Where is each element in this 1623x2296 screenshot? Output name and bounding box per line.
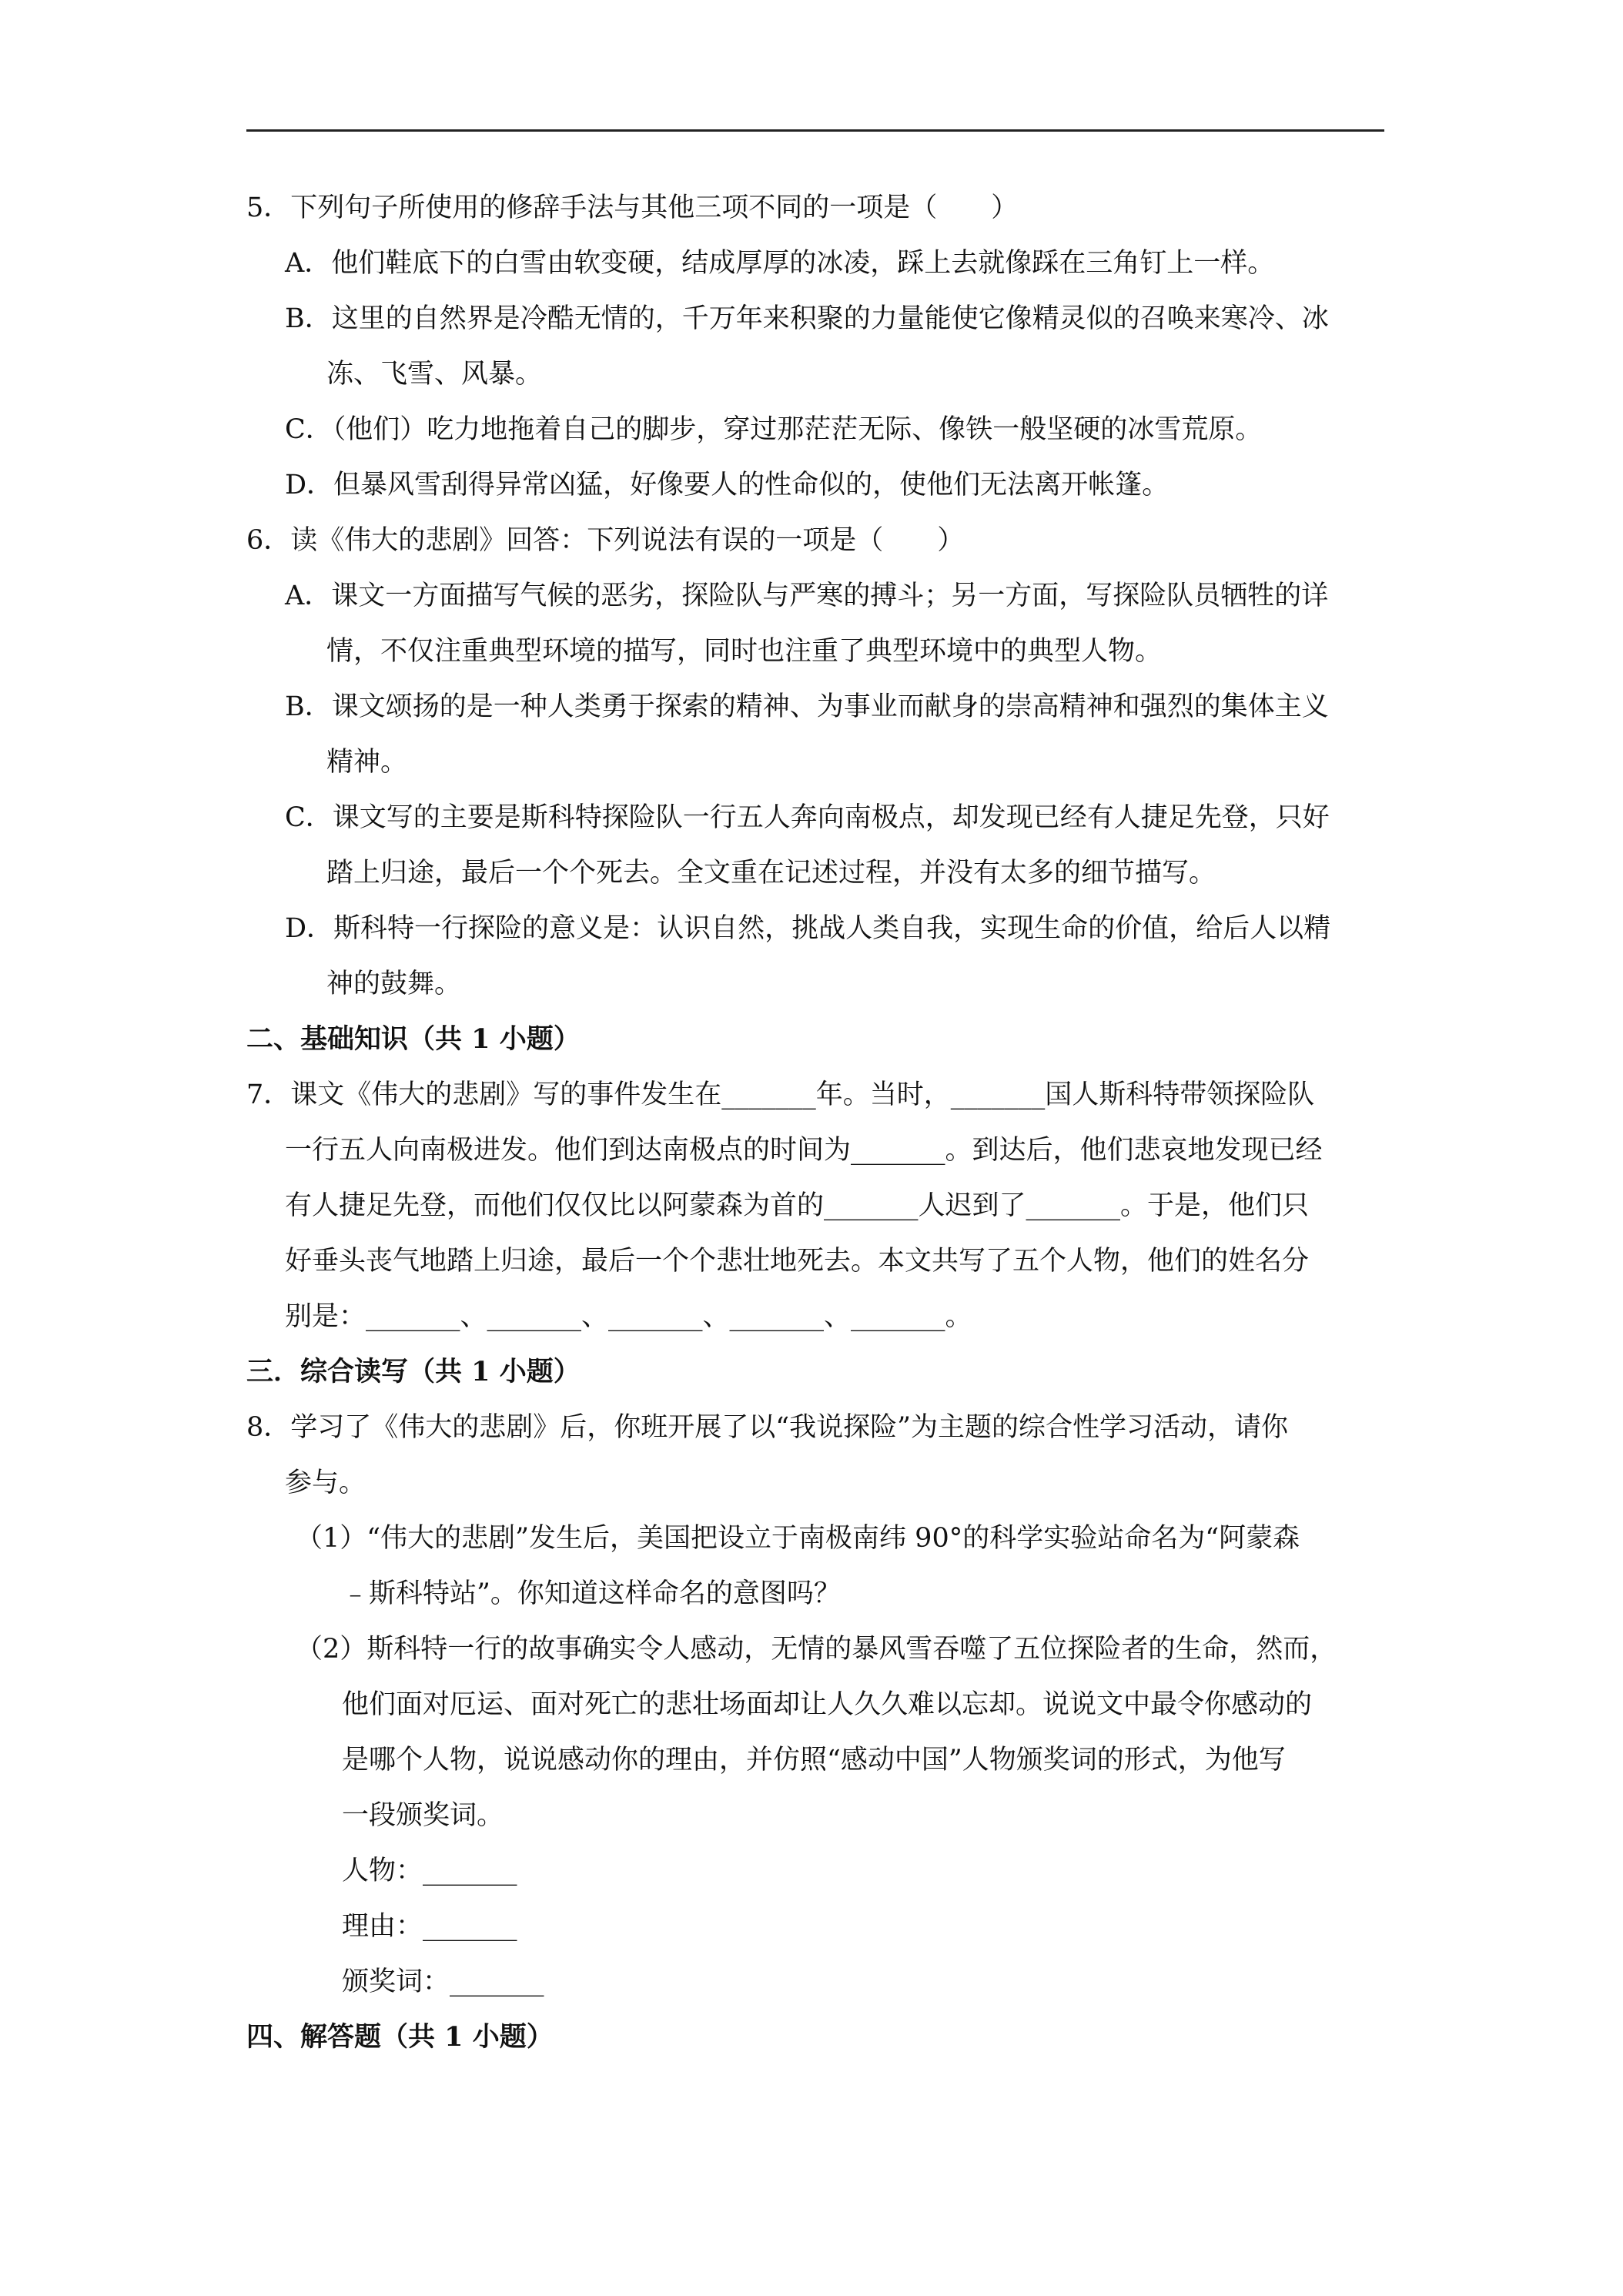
question-8-sub-2-cont-2: 是哪个人物，说说感动你的理由，并仿照“感动中国”人物颁奖词的形式，为他写 bbox=[342, 1745, 1286, 1776]
question-5-option-a: A．他们鞋底下的白雪由软变硬，结成厚厚的冰凌，踩上去就像踩在三角钉上一样。 bbox=[285, 248, 1275, 279]
question-6-option-a-cont: 情，不仅注重典型环境的描写，同时也注重了典型环境中的典型人物。 bbox=[326, 636, 1163, 667]
question-8-sub-2-cont-1: 他们面对厄运、面对死亡的悲壮场面却让人久久难以忘却。说说文中最令你感动的 bbox=[342, 1689, 1313, 1720]
question-8-fill-person: 人物：_______ bbox=[342, 1856, 517, 1886]
question-7-cont-4: 别是：_______、_______、_______、_______、_______。 bbox=[285, 1301, 972, 1332]
question-6-option-b-cont: 精神。 bbox=[326, 747, 408, 778]
exam-page-content bbox=[246, 192, 1384, 2053]
question-8-sub-2: （2）斯科特一行的故事确实令人感动，无情的暴风雪吞噬了五位探险者的生命，然而， bbox=[296, 1634, 1337, 1665]
question-5-option-b: B．这里的自然界是冷酷无情的，千万年来积聚的力量能使它像精灵似的召唤来寒冷、冰 bbox=[285, 303, 1329, 334]
section-heading-4: 四、解答题（共 1 小题） bbox=[246, 2021, 554, 2053]
question-8-fill-reason: 理由：_______ bbox=[342, 1911, 517, 1942]
question-8-sub-1: （1）“伟大的悲剧”发生后，美国把设立于南极南纬 90°的科学实验站命名为“阿蒙森 bbox=[296, 1523, 1300, 1554]
section-heading-2: 二、基础知识（共 1 小题） bbox=[246, 1023, 581, 1055]
question-7-cont-3: 好垂头丧气地踏上归途，最后一个个悲壮地死去。本文共写了五个人物，他们的姓名分 bbox=[285, 1246, 1310, 1277]
section-heading-3: 三．综合读写（共 1 小题） bbox=[246, 1356, 581, 1387]
question-5-stem: 5．下列句子所使用的修辞手法与其他三项不同的一项是（ ） bbox=[246, 192, 1019, 223]
question-5-option-c: C．（他们）吃力地拖着自己的脚步，穿过那茫茫无际、像铁一般坚硬的冰雪荒原。 bbox=[285, 414, 1263, 445]
question-6-option-d-cont: 神的鼓舞。 bbox=[326, 969, 462, 999]
question-6-option-a: A．课文一方面描写气候的恶劣，探险队与严寒的搏斗；另一方面，写探险队员牺牲的详 bbox=[285, 581, 1329, 611]
header-rule bbox=[246, 129, 1384, 132]
question-8-sub-1-cont: ﹣斯科特站”。你知道这样命名的意图吗？ bbox=[342, 1578, 841, 1609]
question-6-option-b: B．课文颂扬的是一种人类勇于探索的精神、为事业而献身的崇高精神和强烈的集体主义 bbox=[285, 691, 1329, 722]
question-6-option-c: C．课文写的主要是斯科特探险队一行五人奔向南极点，却发现已经有人捷足先登，只好 bbox=[285, 802, 1330, 833]
question-7-stem: 7．课文《伟大的悲剧》写的事件发生在_______年。当时，_______国人斯科特带领探险队 bbox=[246, 1079, 1315, 1110]
question-6-option-d: D．斯科特一行探险的意义是：认识自然，挑战人类自我，实现生命的价值，给后人以精 bbox=[285, 913, 1331, 944]
question-8-stem-cont: 参与。 bbox=[285, 1468, 366, 1498]
question-8-stem: 8．学习了《伟大的悲剧》后，你班开展了以“我说探险”为主题的综合性学习活动，请你 bbox=[246, 1412, 1289, 1443]
question-7-cont-2: 有人捷足先登，而他们仅仅比以阿蒙森为首的_______人迟到了_______。于是，他们只 bbox=[285, 1190, 1310, 1221]
question-6-stem: 6．读《伟大的悲剧》回答：下列说法有误的一项是（ ） bbox=[246, 525, 965, 556]
question-5-option-b-cont: 冻、飞雪、风暴。 bbox=[326, 359, 543, 390]
question-6-option-c-cont: 踏上归途，最后一个个死去。全文重在记述过程，并没有太多的细节描写。 bbox=[326, 858, 1216, 889]
question-8-sub-2-cont-3: 一段颁奖词。 bbox=[342, 1800, 504, 1831]
question-8-fill-award: 颁奖词：_______ bbox=[342, 1966, 544, 1997]
question-5-option-d: D．但暴风雪刮得异常凶猛，好像要人的性命似的，使他们无法离开帐篷。 bbox=[285, 470, 1170, 500]
question-7-cont-1: 一行五人向南极进发。他们到达南极点的时间为_______。到达后，他们悲哀地发现已经 bbox=[285, 1135, 1323, 1166]
